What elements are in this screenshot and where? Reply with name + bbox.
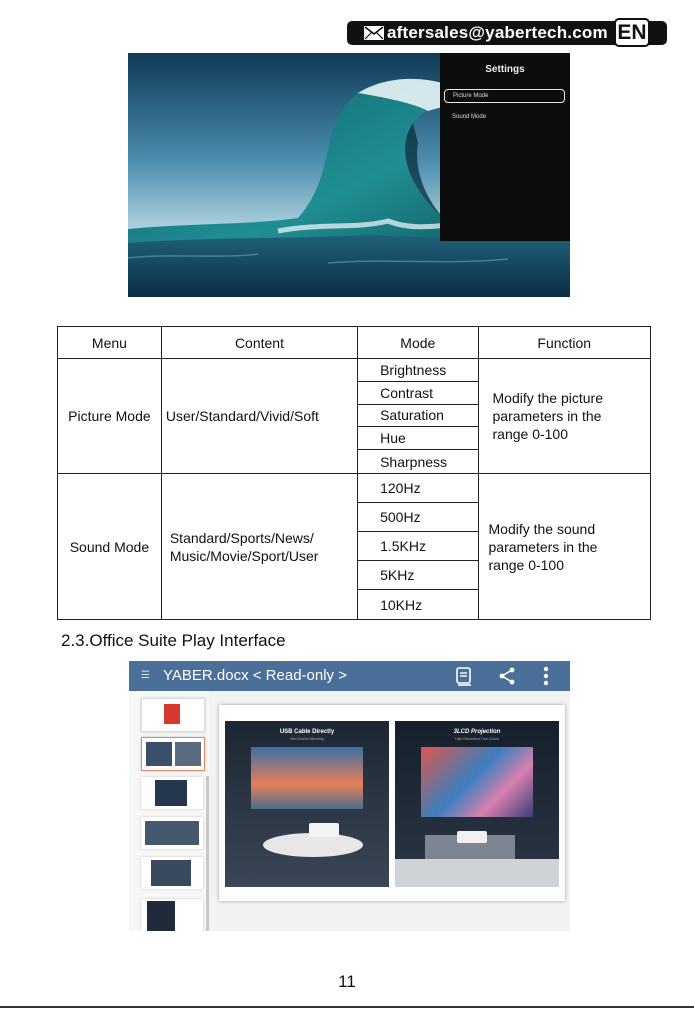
header-mode: Mode [358,327,478,359]
sound-modes-cell [358,474,478,620]
tv-settings-screenshot [128,53,570,297]
sound-content-line1: Standard/Sports/News/ [169,529,314,546]
slide-thumbnail[interactable] [141,777,203,809]
slide-thumbnail-active[interactable] [141,737,205,771]
usb-projector-photo [225,721,389,887]
mode-contrast: Contrast [358,382,477,405]
settings-item-picture-mode[interactable]: Picture Mode [444,89,565,103]
read-mode-icon[interactable] [454,666,474,686]
table-row-picture [58,359,651,474]
sound-content-cell [161,474,357,620]
settings-title: Settings [485,64,525,75]
mode-10khz: 10KHz [380,596,423,613]
slide-thumbnail[interactable] [141,899,203,931]
table-row-sound [58,474,651,620]
slide-thumbnail-panel [129,691,209,931]
header-content: Content [161,327,357,359]
support-email[interactable]: aftersales@yabertech.com [387,23,608,42]
sound-function-cell [478,474,651,620]
sound-content-line2: Music/Movie/Sport/User [169,547,319,564]
mode-brightness: Brightness [358,359,477,382]
usb-photo-caption: USB Cable Directly [279,729,335,735]
picture-function-text: Modify the picture parameters in the range 0-100 [492,390,603,442]
3lcd-photo-caption: 3LCD Projection [453,729,501,735]
3lcd-photo-subcaption: High Resolution True Colors [455,737,499,741]
thumbnail-scrollbar[interactable] [206,776,209,931]
settings-table [57,326,651,620]
slide-canvas [219,705,565,901]
mail-icon [364,26,384,40]
menu-icon[interactable]: ☰ [141,670,150,681]
settings-panel [440,53,570,241]
language-badge: EN [614,18,650,47]
more-vert-icon[interactable] [536,666,556,686]
share-icon[interactable] [497,666,517,686]
mode-120hz: 120Hz [358,474,477,503]
header-function: Function [478,327,651,359]
slide-thumbnail[interactable] [141,857,203,889]
section-heading: 2.3.Office Suite Play Interface [61,631,286,650]
settings-item-sound-mode[interactable]: Sound Mode [452,114,487,120]
mode-saturation: Saturation [358,405,477,428]
slide-thumbnail[interactable] [141,698,205,732]
sound-menu-cell: Sound Mode [58,474,162,620]
mode-hue: Hue [358,427,477,450]
page-number: 11 [338,972,356,991]
picture-function-cell [478,359,651,474]
mode-sharpness: Sharpness [380,453,448,470]
sound-function-text: Modify the sound parameters in the range 0-100 [488,520,598,573]
office-toolbar [129,661,570,691]
table-header-row [58,327,651,359]
picture-menu-cell: Picture Mode [58,359,162,474]
document-title: YABER.docx < Read-only > [163,667,347,684]
3lcd-projector-photo [395,721,559,887]
mode-500hz: 500Hz [358,503,477,532]
picture-modes-cell [358,359,478,474]
slide-thumbnail[interactable] [141,817,203,849]
header-menu: Menu [58,327,162,359]
picture-content-cell: User/Standard/Vivid/Soft [161,359,357,474]
mode-1-5khz: 1.5KHz [358,532,477,561]
office-suite-screenshot [129,661,570,931]
mode-5khz: 5KHz [358,561,477,590]
usb-photo-subcaption: Mini Screen Mirroring [290,737,324,741]
bottom-rule [0,1006,694,1008]
